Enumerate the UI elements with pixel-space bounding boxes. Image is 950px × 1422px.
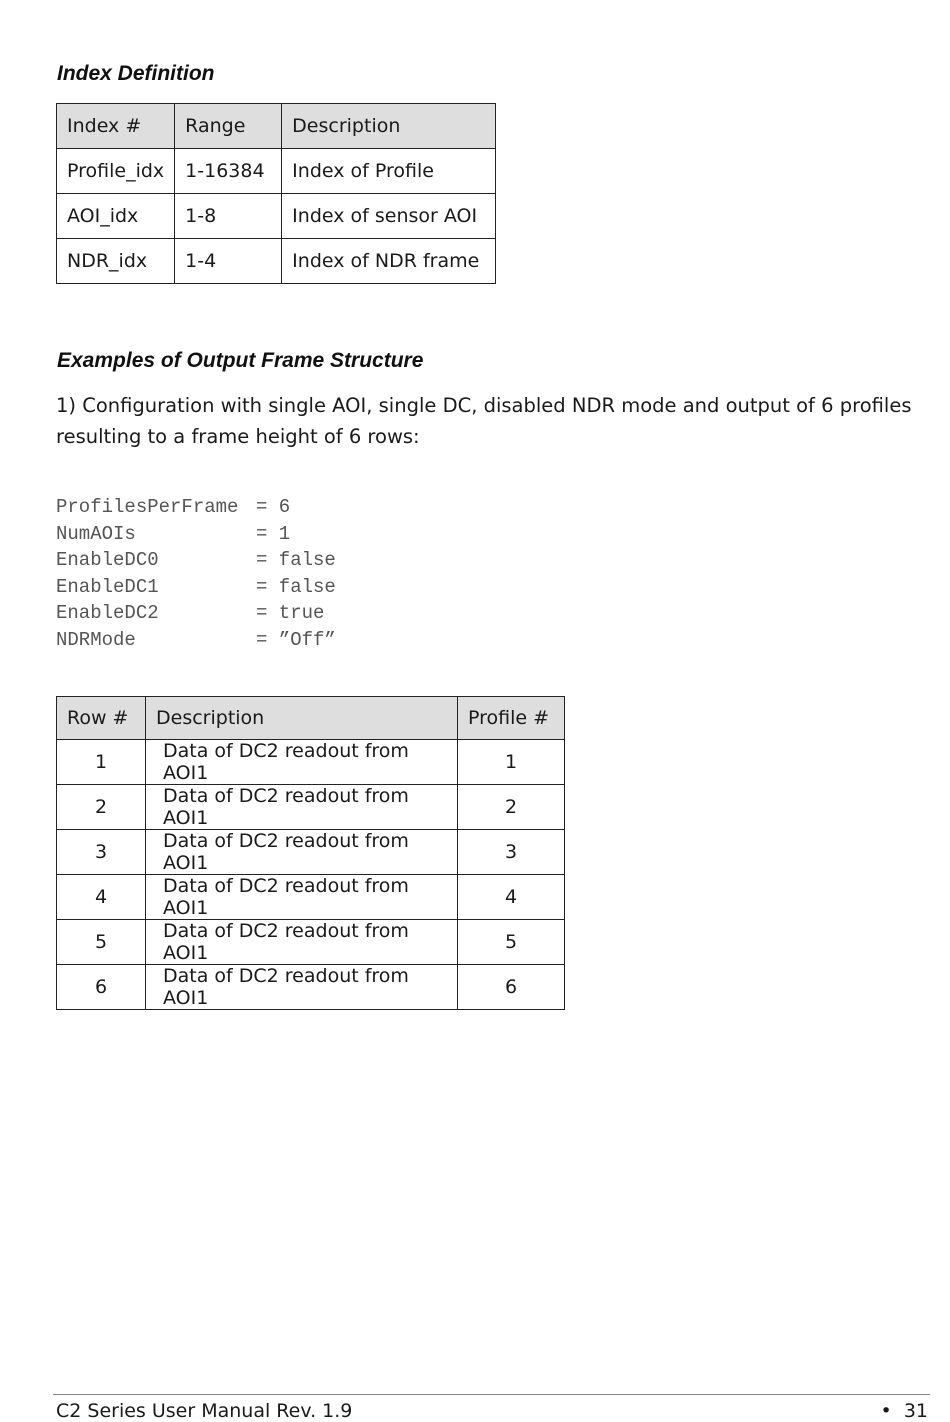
code-value: = false: [256, 575, 336, 598]
table-row: [57, 740, 565, 785]
code-value: = false: [256, 549, 336, 572]
table-cell: Index of sensor AOI: [282, 194, 496, 239]
code-key: EnableDC2: [56, 602, 159, 625]
table-row: [57, 965, 565, 1010]
index-definition-table: [56, 103, 496, 284]
code-key: EnableDC0: [56, 549, 159, 572]
code-value: = true: [256, 602, 325, 625]
table-cell: 6: [57, 965, 146, 1010]
code-key: EnableDC1: [56, 575, 159, 598]
table-cell: Data of DC2 readout from AOI1: [146, 875, 458, 920]
table-row: [57, 149, 496, 194]
code-line: [56, 600, 336, 627]
table-cell: 2: [57, 785, 146, 830]
table-cell: Data of DC2 readout from AOI1: [146, 830, 458, 875]
table-row: [57, 920, 565, 965]
table-cell: 1: [458, 740, 565, 785]
config-code-block: [56, 494, 336, 654]
table-cell: Index of Profile: [282, 149, 496, 194]
table-cell: NDR_idx: [57, 239, 175, 284]
page-number: 31: [903, 1400, 928, 1422]
table-cell: Data of DC2 readout from AOI1: [146, 740, 458, 785]
footer-divider: [53, 1394, 930, 1395]
table-cell: 5: [458, 920, 565, 965]
table-cell: 1-16384: [175, 149, 282, 194]
code-key: NDRMode: [56, 628, 136, 651]
column-header: Index #: [57, 104, 175, 149]
column-header: Range: [175, 104, 282, 149]
table-cell: Data of DC2 readout from AOI1: [146, 920, 458, 965]
table-row: [57, 830, 565, 875]
table-row: [57, 239, 496, 284]
column-header: Profile #: [458, 697, 565, 740]
table-header-row: [57, 104, 496, 149]
code-key: ProfilesPerFrame: [56, 496, 239, 518]
column-header: Row #: [57, 697, 146, 740]
table-cell: 2: [458, 785, 565, 830]
table-row: [57, 194, 496, 239]
examples-heading: Examples of Output Frame Structure: [57, 349, 424, 372]
table-cell: Data of DC2 readout from AOI1: [146, 785, 458, 830]
table-cell: 1: [57, 740, 146, 785]
index-definition-heading: Index Definition: [57, 62, 215, 85]
code-line: [56, 521, 336, 548]
footer-manual-title: C2 Series User Manual Rev. 1.9: [56, 1400, 353, 1422]
table-header-row: [57, 697, 565, 740]
table-cell: 1-4: [175, 239, 282, 284]
code-value: = 6: [256, 496, 291, 518]
column-header: Description: [282, 104, 496, 149]
table-row: [57, 875, 565, 920]
table-cell: 6: [458, 965, 565, 1010]
column-header: Description: [146, 697, 458, 740]
table-cell: 1-8: [175, 194, 282, 239]
footer-page-number: [881, 1400, 929, 1422]
table-cell: 4: [57, 875, 146, 920]
code-value: = 1: [256, 522, 291, 545]
bullet-icon: •: [880, 1400, 892, 1422]
output-frame-table: [56, 696, 565, 1010]
code-line: [56, 627, 336, 654]
table-cell: Profile_idx: [57, 149, 175, 194]
code-line: [56, 574, 336, 601]
table-cell: 3: [57, 830, 146, 875]
table-cell: 3: [458, 830, 565, 875]
table-row: [57, 785, 565, 830]
table-cell: 4: [458, 875, 565, 920]
table-cell: Index of NDR frame: [282, 239, 496, 284]
code-line: [56, 494, 336, 521]
table-cell: Data of DC2 readout from AOI1: [146, 965, 458, 1010]
example-description: 1) Configuration with single AOI, single DC, disabled NDR mode and output of 6 profiles resulting to a frame height of 6 rows:: [56, 394, 912, 448]
code-value: = ”Off”: [256, 628, 336, 651]
table-cell: 5: [57, 920, 146, 965]
code-line: [56, 547, 336, 574]
code-key: NumAOIs: [56, 522, 136, 545]
table-cell: AOI_idx: [57, 194, 175, 239]
